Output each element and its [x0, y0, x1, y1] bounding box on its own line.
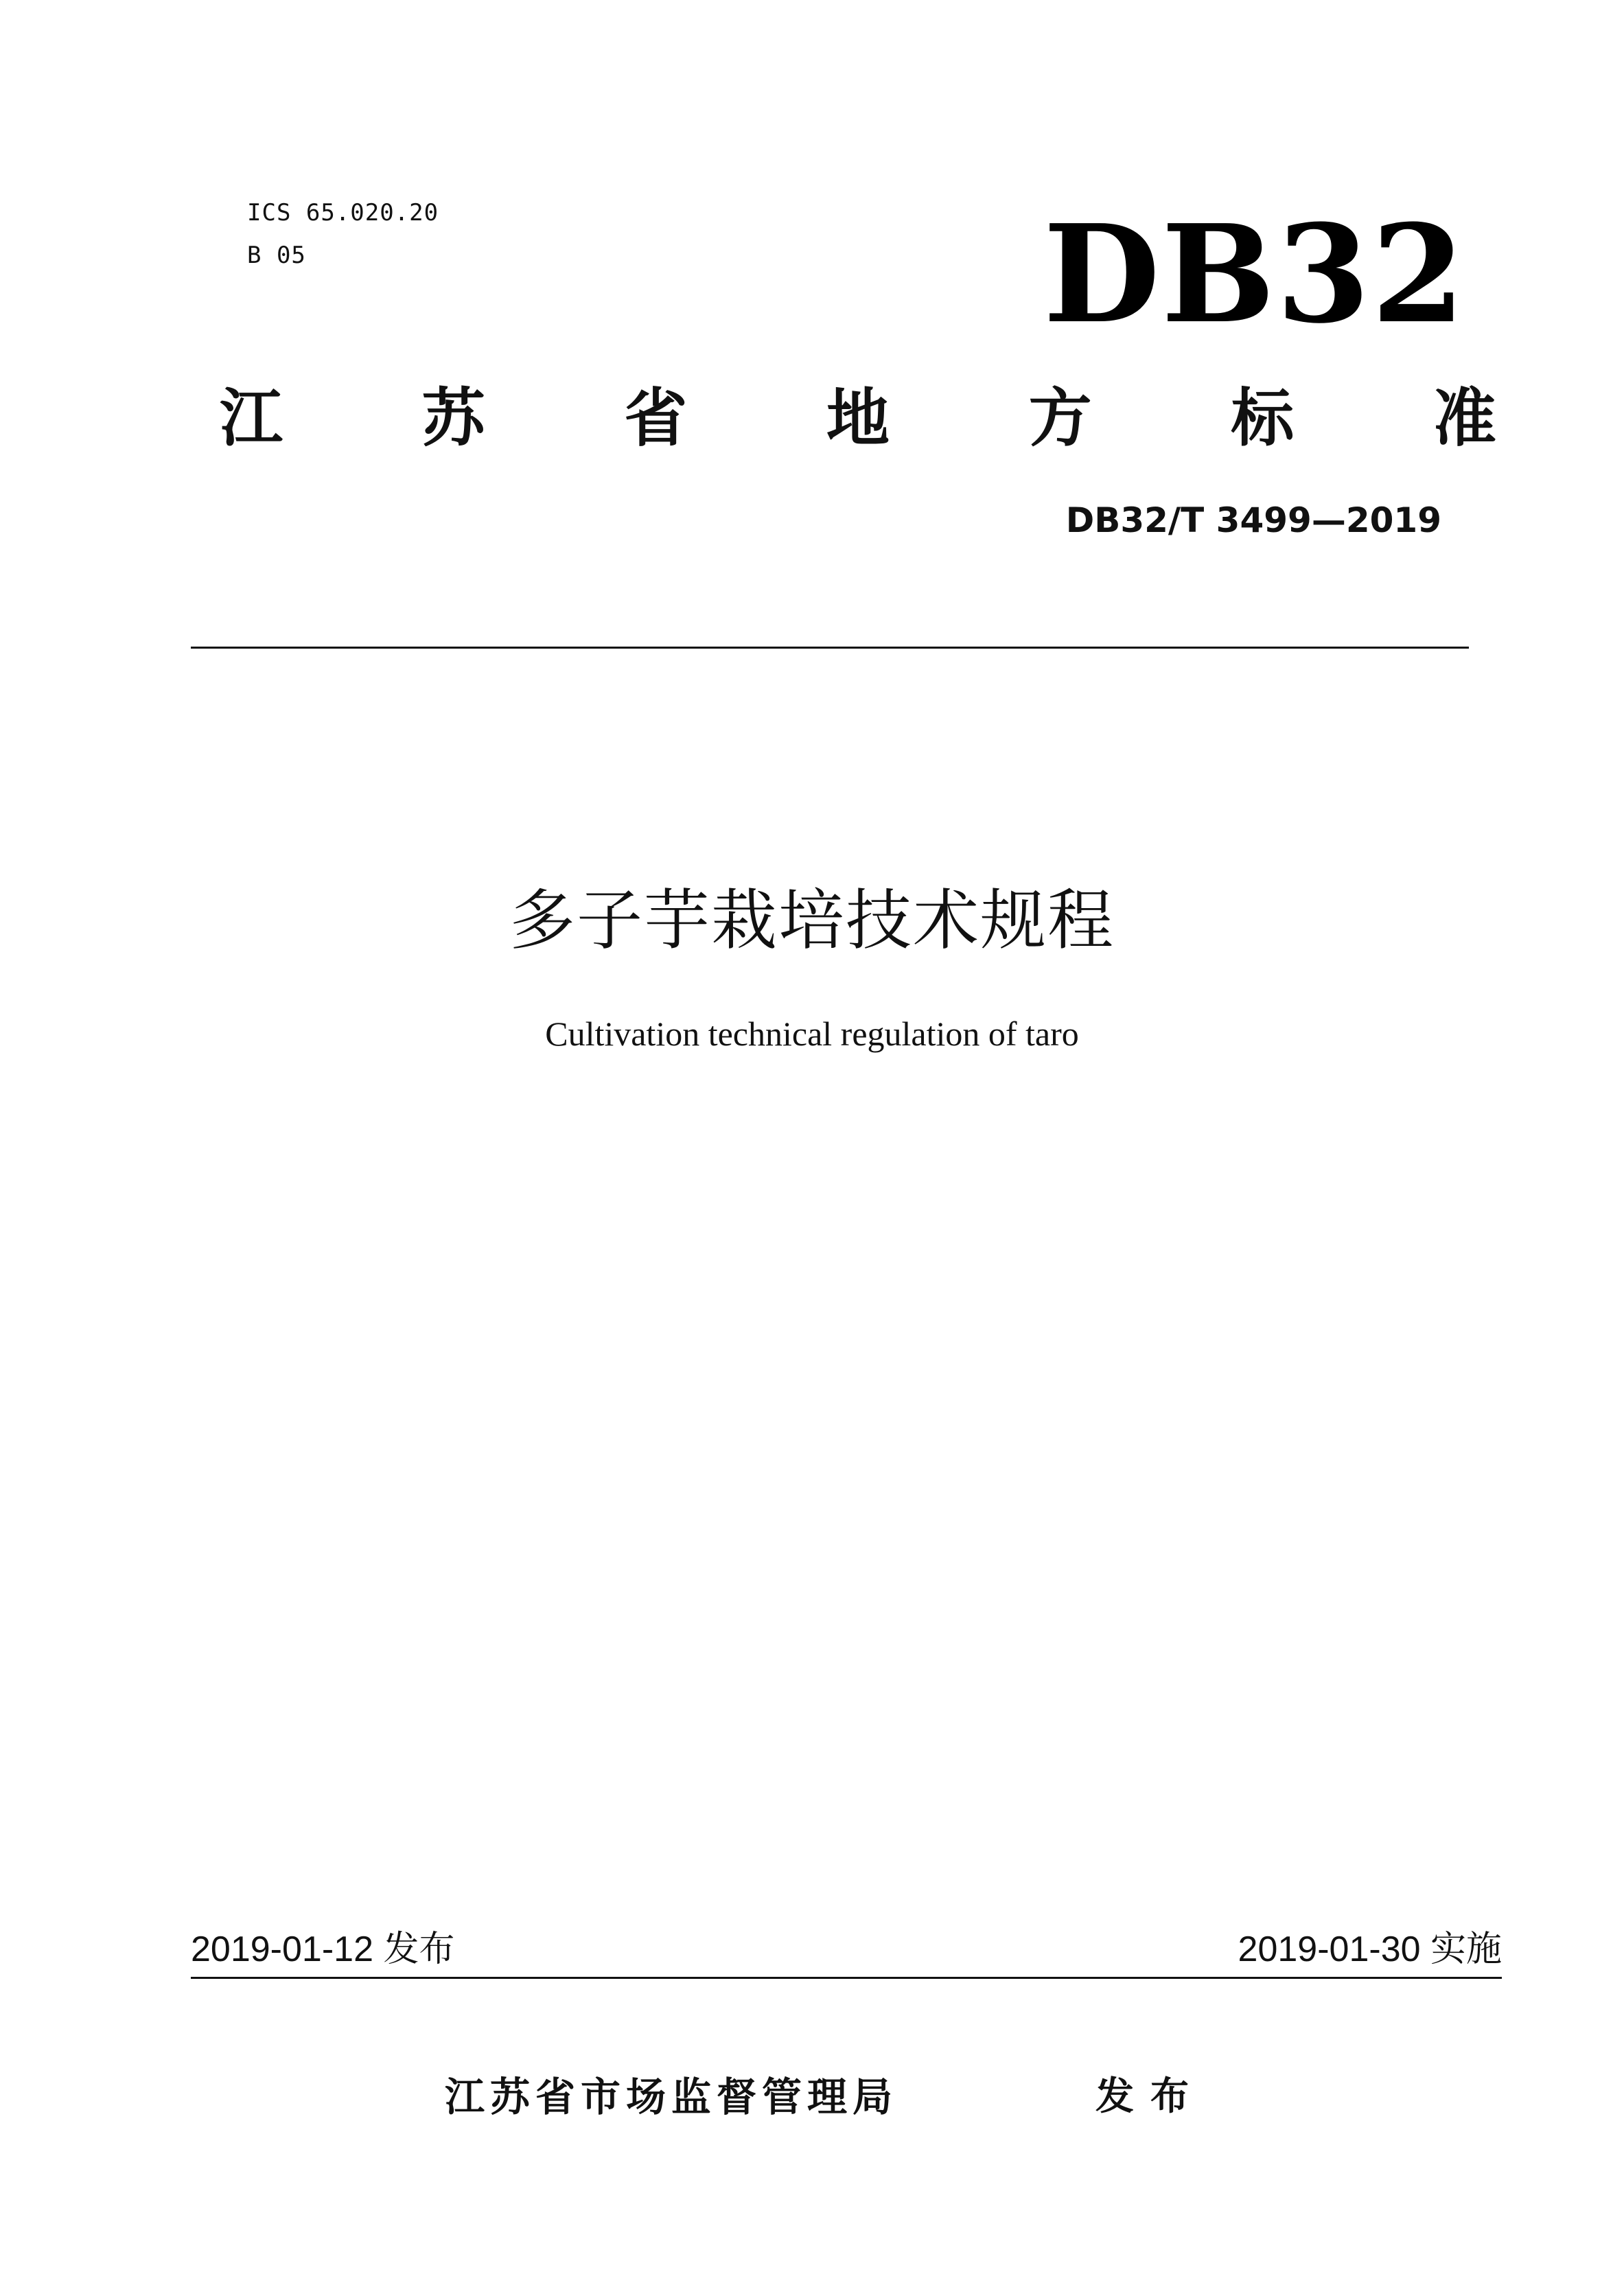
standard-type-char: 方	[1028, 382, 1092, 455]
standard-type-char: 苏	[421, 382, 485, 455]
ics-code: ICS 65.020.20	[247, 199, 439, 227]
standard-type-char: 省	[624, 382, 688, 455]
standard-number: DB32/T 3499—2019	[1065, 500, 1441, 540]
ccs-code: B 05	[247, 242, 306, 269]
publish-date: 2019-01-12 发布	[191, 1929, 455, 1969]
standard-type-char: 江	[220, 382, 283, 455]
header-divider	[191, 647, 1469, 649]
footer-divider	[191, 1977, 1502, 1979]
document-title-english: Cultivation technical regulation of taro	[545, 1014, 1079, 1053]
issued-label: 发布	[1095, 2074, 1205, 2119]
implement-date: 2019-01-30 实施	[1238, 1929, 1502, 1969]
standard-type-char: 标	[1231, 382, 1295, 455]
document-title: 多子芋栽培技术规程	[509, 882, 1115, 959]
standard-type-char: 地	[826, 382, 890, 455]
issuer-name: 江苏省市场监督管理局	[445, 2074, 898, 2120]
standard-type	[220, 384, 1496, 453]
standard-logo: DB32	[1043, 196, 1467, 353]
standard-type-char: 准	[1432, 382, 1496, 455]
